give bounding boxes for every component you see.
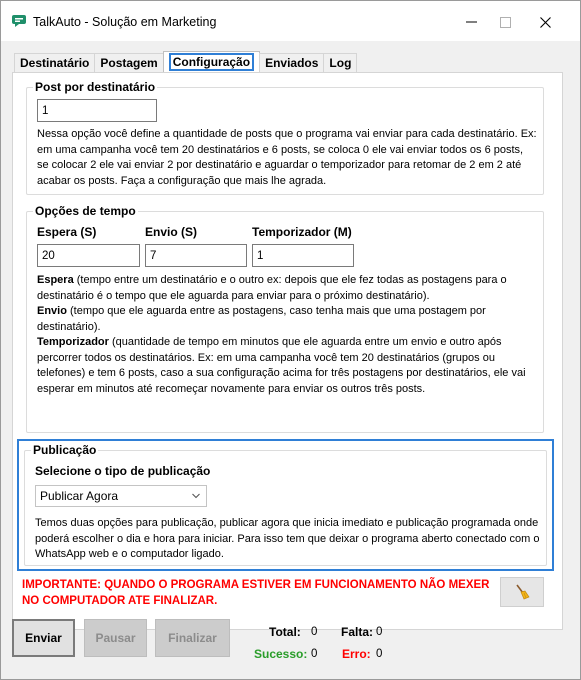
title-bar: [1, 1, 580, 41]
tab-label: Configuração: [169, 53, 254, 71]
sucesso-value: 0: [311, 648, 318, 660]
envio-label: Envio (S): [145, 225, 198, 239]
publicacao-description: Temos duas opções para publicação, publicar agora que inicia imediato e publicação programada onde poderá escolher o dia e hora para iniciar. Para isso tem que deixar o programa aberto conectado com o WhatsApp web e o computador ligado.: [35, 517, 540, 560]
posts-per-recipient-input[interactable]: 1: [37, 99, 157, 122]
chevron-down-icon: [191, 489, 201, 503]
sucesso-label: Sucesso:: [254, 647, 308, 661]
tab-label: Destinatário: [20, 56, 90, 70]
maximize-icon: [500, 17, 511, 28]
clear-button[interactable]: [500, 577, 544, 607]
publicacao-type-label: Selecione o tipo de publicação: [35, 464, 211, 478]
close-button[interactable]: [523, 9, 567, 35]
opcoes-de-tempo-group: [26, 204, 544, 433]
total-value: 0: [311, 626, 318, 638]
close-icon: [540, 17, 551, 28]
publicacao-focus-frame: [17, 439, 554, 571]
content-area: [1, 41, 580, 679]
espera-input[interactable]: 20: [37, 244, 140, 267]
temporizador-label: Temporizador (M): [252, 225, 352, 239]
erro-label: Erro:: [342, 647, 371, 661]
tab-strip: [14, 51, 356, 73]
tab-label: Enviados: [265, 56, 319, 70]
warning-text: IMPORTANTE: QUANDO O PROGRAMA ESTIVER EM FUNCIONAMENTO NÃO MEXER NO COMPUTADOR ATE FINALIZAR.: [22, 579, 490, 607]
temporizador-term: Temporizador: [37, 336, 109, 348]
group-legend: Post por destinatário: [35, 80, 156, 94]
espera-label: Espera (S): [37, 225, 97, 239]
publicacao-type-select[interactable]: [35, 485, 207, 507]
maximize-button[interactable]: [483, 9, 527, 35]
tab-destinatario[interactable]: [14, 53, 95, 73]
total-label: Total:: [269, 625, 301, 639]
broom-icon: [513, 583, 531, 601]
falta-label: Falta:: [341, 625, 374, 639]
tab-postagem[interactable]: [94, 53, 163, 73]
post-por-destinatario-description: Nessa opção você define a quantidade de posts que o programa vai enviar para cada destinatário. Ex: em uma campanha você tem 20 destinatários e 6 posts, se coloca 0 ele vai enviar todos os 6 posts, se colocar 2 ele vai enviar 2 por destinatário e aguardar o temporizador para retomar de 2 em 2 até acabar os posts. Faça a configuração que mais lhe agrada.: [37, 128, 537, 187]
temporizador-description: (quantidade de tempo em minutos que ele aguarda entre um envio e outro após percorrer todos os destinatários. Ex: em uma campanha você tem 20 destinatários (grupos ou telefones) e tem 6 posts, caso a sua configuração acima for três postagens por destinatários, ele vai esperar em minutos até recomeçar novamente para enviar os outros três posts.: [37, 336, 526, 395]
tempo-description: [37, 273, 537, 397]
falta-value: 0: [376, 626, 383, 638]
tab-label: Postagem: [100, 56, 158, 70]
send-button[interactable]: Enviar: [12, 619, 75, 657]
espera-term: Espera: [37, 274, 74, 286]
envio-term: Envio: [37, 305, 67, 317]
temporizador-input[interactable]: 1: [252, 244, 354, 267]
finish-button[interactable]: Finalizar: [155, 619, 230, 657]
tab-label: Log: [329, 56, 352, 70]
erro-value: 0: [376, 648, 383, 660]
pause-button[interactable]: Pausar: [84, 619, 147, 657]
selected-option: Publicar Agora: [40, 489, 119, 503]
group-legend: Publicação: [33, 443, 97, 457]
group-legend: Opções de tempo: [35, 204, 136, 218]
post-por-destinatario-group: [26, 80, 544, 195]
publicacao-group: [24, 443, 547, 566]
espera-description: (tempo entre um destinatário e o outro ex: depois que ele fez todas as postagens para o destinatário é o tempo que ele aguarda para enviar para o próximo destinatário).: [37, 274, 507, 302]
chat-bubble-icon: [11, 14, 27, 28]
envio-input[interactable]: 7: [145, 244, 247, 267]
minimize-icon: [466, 21, 477, 23]
window-title: TalkAuto - Solução em Marketing: [33, 15, 217, 29]
configuracao-panel: [12, 72, 563, 630]
tab-log[interactable]: [323, 53, 357, 73]
envio-description: (tempo que ele aguarda entre as postagens, caso tenha mais que uma postagem por destinatário).: [37, 305, 486, 333]
tab-configuracao[interactable]: [163, 51, 260, 73]
tab-enviados[interactable]: [259, 53, 324, 73]
